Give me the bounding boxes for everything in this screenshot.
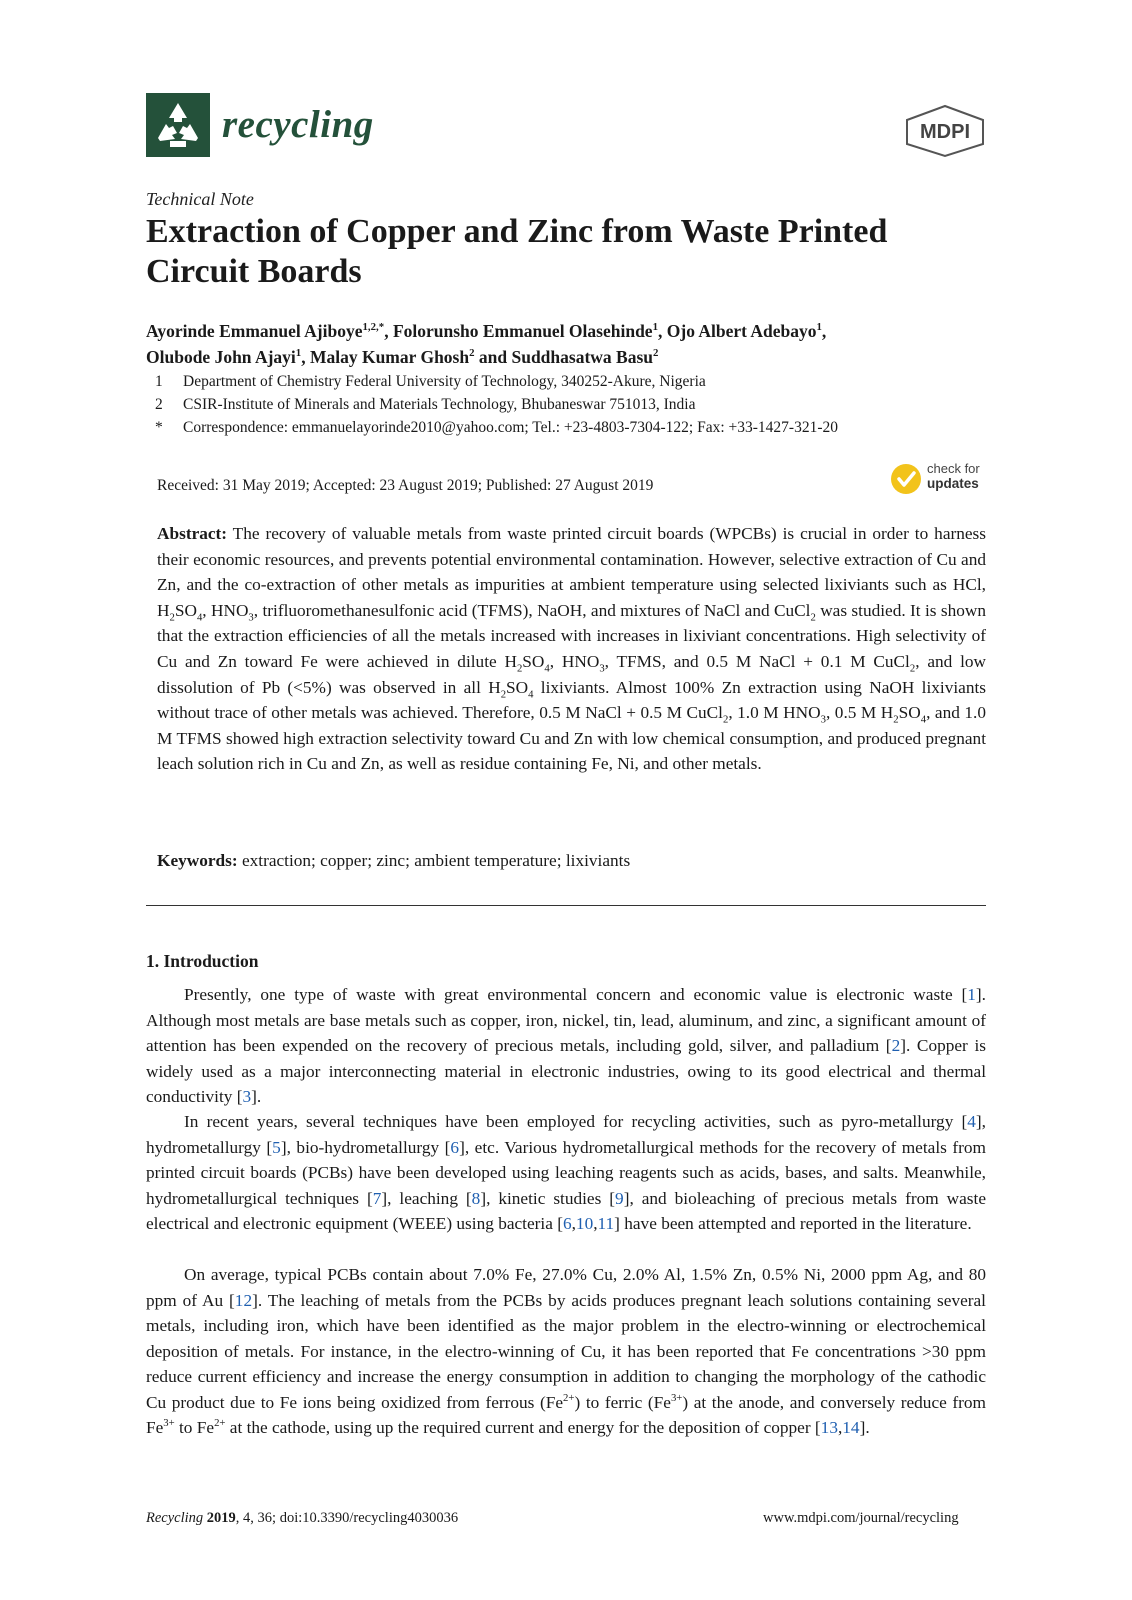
affiliation-text: CSIR-Institute of Minerals and Materials Technology, Bhubaneswar 751013, India [183, 396, 696, 413]
citation-link[interactable]: 6 [562, 1214, 572, 1233]
author-name[interactable]: Olubode John Ajayi [146, 347, 296, 367]
citation-link[interactable]: 1 [967, 985, 976, 1004]
article-title: Extraction of Copper and Zinc from Waste Printed Circuit Boards [146, 213, 888, 290]
footer-url[interactable]: www.mdpi.com/journal/recycling [763, 1510, 959, 1526]
body-paragraph: Presently, one type of waste with great environmental concern and economic value is electronic waste [1]. Although most metals are base metals such as copper, iron, nickel, tin, lead, aluminum, and zinc, a significant amount of attention has been expended on the recovery of precious metals, including gold, silver, and palladium [2]. Copper is widely used as a major interconnecting material in electronic industries, owing to its good electrical and thermal conductivity [3]. [146, 985, 986, 1106]
body-paragraph: On average, typical PCBs contain about 7.0% Fe, 27.0% Cu, 2.0% Al, 1.5% Zn, 0.5% Ni, 2000 ppm Ag, and 80 ppm of Au [12]. The leaching of metals from the PCBs by acids produces pregnant leach solutions containing several metals, including iron, which have been identified as the major problem in the electro-winning or electrochemical deposition of metals. For instance, in the electro-winning of Cu, it has been reported that Fe concentrations >30 ppm reduce current efficiency and increase the energy consumption in addition to changing the morphology of the cathodic Cu product due to Fe ions being oxidized from ferrous $(Fe^{2+})$ to ferric $(Fe^{3+})$ at the anode, and conversely reduce from $Fe^{3+}$ to $Fe^{2+}$ at the cathode, using up the required current and energy for the deposition of copper [13,14]. [146, 1265, 986, 1437]
citation-link[interactable]: 7 [372, 1188, 382, 1208]
citation-link[interactable]: 10 [575, 1214, 594, 1233]
author-name[interactable]: Ayorinde Emmanuel Ajiboye [146, 321, 363, 341]
citation-link[interactable]: 6 [450, 1137, 460, 1157]
citation-link[interactable]: 3 [242, 1087, 252, 1106]
author-name[interactable]: Malay Kumar Ghosh [309, 347, 470, 367]
author-affiliation-mark: 1 [295, 347, 302, 360]
abstract: Abstract: The recovery of valuable metals from waste printed circuit boards (WPCBs) is crucial in order to harness their economic resources, and prevents potential environmental contamination. However, selective extraction of Cu and Zn, and the co-extraction of other metals as impurities at ambient temperature using selected lixiviants such as HCl, $H_2SO_4$, $HNO_3$, trifluoromethanesulfonic acid (TFMS), NaOH, and mixtures of NaCl and CuCl$_2$ was studied. It is shown that the extraction efficiencies of all the metals increased with increases in lixiviant concentrations. High selectivity of Cu and Zn toward Fe were achieved in dilute $H_2SO_4$, $HNO_3$, TFMS, and 0.5 M NaCl + 0.1 M CuCl$_2$, and low dissolution of Pb (<5%) was observed in all $H_2SO_4$ lixiviants. Almost 100% Zn extraction using NaOH lixiviants without trace of other metals was achieved. Therefore, 0.5 M NaCl + 0.5 M CuCl$_2$, 1.0 M $HNO_3$, 0.5 M $H_2SO_4$, and 1.0 M TFMS showed high extraction selectivity toward Cu and Zn with low chemical consumption, and produced pregnant leach solution rich in Cu and Zn, as well as residue containing Fe, Ni, and other metals. [157, 524, 986, 774]
citation-link[interactable]: 11 [597, 1214, 615, 1233]
affiliation-mark: 1 [155, 373, 163, 390]
footer-citation [146, 1510, 458, 1527]
journal-name: recycling [222, 103, 374, 146]
author-name[interactable]: Folorunsho Emmanuel Olasehinde [392, 321, 653, 341]
citation-link[interactable]: 13 [820, 1418, 838, 1437]
checkmark-icon [891, 464, 921, 494]
correspondence-text: Correspondence: emmanuelayorinde2010@yahoo.com; Tel.: +23-4803-7304-122; Fax: +33-1427-321-20 [183, 419, 838, 436]
citation-link[interactable]: 9 [615, 1188, 624, 1208]
citation-link[interactable]: 8 [471, 1188, 481, 1208]
affiliation-item [155, 373, 706, 391]
check-for-updates-button[interactable] [890, 461, 990, 497]
keywords [157, 848, 986, 874]
badge-line1: check for [927, 461, 980, 476]
footer-journal: Recycling [146, 1510, 204, 1526]
article-type: Technical Note [146, 189, 254, 209]
citation-link[interactable]: 5 [272, 1137, 281, 1157]
author-list: Ayorinde Emmanuel Ajiboye$^{1,2,*}$, Folorunsho Emmanuel Olasehinde$^1$, Ojo Albert Adebayo$^1$, Olubode John Ajayi$^1$, Malay Kumar Ghosh$^2$ and Suddhasatwa Basu$^2$ [146, 321, 827, 367]
journal-logo-icon [146, 93, 210, 157]
author-name[interactable]: Ojo Albert Adebayo [666, 321, 817, 341]
citation-link[interactable]: 14 [842, 1418, 860, 1437]
citation-link[interactable]: 2 [891, 1036, 901, 1055]
badge-line2: updates [927, 476, 979, 491]
footer-doi[interactable]: , 4, 36; doi:10.3390/recycling4030036 [235, 1510, 459, 1526]
body-paragraph: In recent years, several techniques have been employed for recycling activities, such as pyro-metallurgy [4], hydrometallurgy [5], bio-hydrometallurgy [6], etc. Various hydrometallurgical methods for the recovery of metals from printed circuit boards (PCBs) have been developed using leaching reagents such as acids, bases, and salts. Meanwhile, hydrometallurgical techniques [7], leaching [8], kinetic studies [9], and bioleaching of precious metals from waste electrical and electronic equipment (WEEE) using bacteria [6,10,11] have been attempted and reported in the literature. [146, 1112, 987, 1233]
publication-dates: Received: 31 May 2019; Accepted: 23 August 2019; Published: 27 August 2019 [157, 477, 654, 494]
citation-link[interactable]: 4 [967, 1112, 976, 1131]
author-name[interactable]: Suddhasatwa Basu [511, 347, 654, 367]
abstract-label: Abstract: [157, 524, 228, 543]
publisher-name: MDPI [920, 121, 970, 143]
author-affiliation-mark: 1 [652, 321, 658, 334]
footer-year: 2019 [206, 1510, 236, 1526]
affiliation-mark: 2 [155, 396, 163, 413]
section-heading: 1. Introduction [146, 951, 259, 971]
author-affiliation-mark: 1 [816, 321, 822, 334]
author-affiliation-mark: 1,2,* [362, 321, 385, 334]
affiliation-item [155, 419, 838, 437]
citation-link[interactable]: 12 [234, 1290, 253, 1310]
section-divider [146, 905, 986, 906]
affiliation-item [155, 396, 695, 414]
author-affiliation-mark: 2 [469, 347, 475, 360]
affiliation-mark: * [155, 419, 163, 436]
author-affiliation-mark: 2 [653, 347, 659, 360]
keywords-label: Keywords: [157, 851, 238, 870]
publisher-logo [903, 104, 987, 158]
keywords-text: extraction; copper; zinc; ambient temperature; lixiviants [241, 851, 631, 870]
affiliation-text: Department of Chemistry Federal University of Technology, 340252-Akure, Nigeria [183, 373, 706, 390]
